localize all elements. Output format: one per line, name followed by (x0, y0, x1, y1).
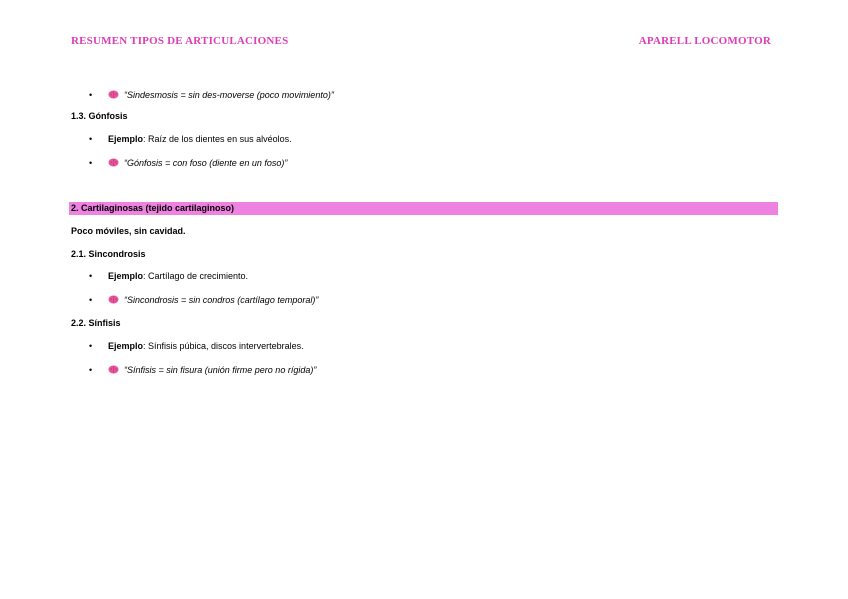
brain-icon (108, 158, 119, 167)
example-text: : Cartílago de crecimiento. (143, 271, 249, 281)
example-label: Ejemplo (108, 134, 144, 144)
bullet-dot: • (89, 341, 93, 351)
list-item-sincondrosis-example (108, 270, 248, 282)
subsection-heading-gonfosis: 1.3. Gónfosis (71, 111, 128, 121)
bullet-dot: • (89, 365, 93, 375)
bullet-dot: • (89, 90, 93, 100)
list-item-sinfisis-mnemonic (108, 364, 316, 376)
brain-icon (108, 365, 119, 374)
subsection-heading-sincondrosis: 2.1. Sincondrosis (71, 249, 146, 259)
list-item-sincondrosis-mnemonic (108, 294, 318, 306)
list-item-gonfosis-mnemonic (108, 157, 287, 169)
subsection-heading-sinfisis: 2.2. Sínfisis (71, 318, 121, 328)
header-title-right: APARELL LOCOMOTOR (638, 35, 771, 47)
example-label: Ejemplo (108, 271, 144, 281)
list-item-sindesmosis-mnemonic (108, 89, 334, 101)
example-text: : Raíz de los dientes en sus alvéolos. (143, 134, 292, 144)
bullet-dot: • (89, 158, 93, 168)
brain-icon (108, 295, 119, 304)
mnemonic-text: “Gónfosis = con foso (diente en un foso)” (124, 158, 288, 168)
example-label: Ejemplo (108, 341, 144, 351)
mnemonic-text: “Sínfisis = sin fisura (unión firme pero no rígida)” (124, 365, 317, 375)
example-text: : Sínfisis púbica, discos intervertebrales. (143, 341, 304, 351)
section-heading-cartilaginosas (69, 202, 778, 215)
mnemonic-text: “Sindesmosis = sin des-moverse (poco movimiento)” (124, 90, 334, 100)
header-title-left: RESUMEN TIPOS DE ARTICULACIONES (71, 35, 289, 47)
section-title: 2. Cartilaginosas (tejido cartilaginoso) (71, 203, 235, 213)
brain-icon (108, 90, 119, 99)
mnemonic-text: “Sincondrosis = sin condros (cartílago temporal)” (124, 295, 319, 305)
bullet-dot: • (89, 134, 93, 144)
list-item-sinfisis-example (108, 340, 304, 352)
bullet-dot: • (89, 271, 93, 281)
bullet-dot: • (89, 295, 93, 305)
section-description: Poco móviles, sin cavidad. (71, 226, 186, 236)
list-item-gonfosis-example (108, 133, 292, 145)
